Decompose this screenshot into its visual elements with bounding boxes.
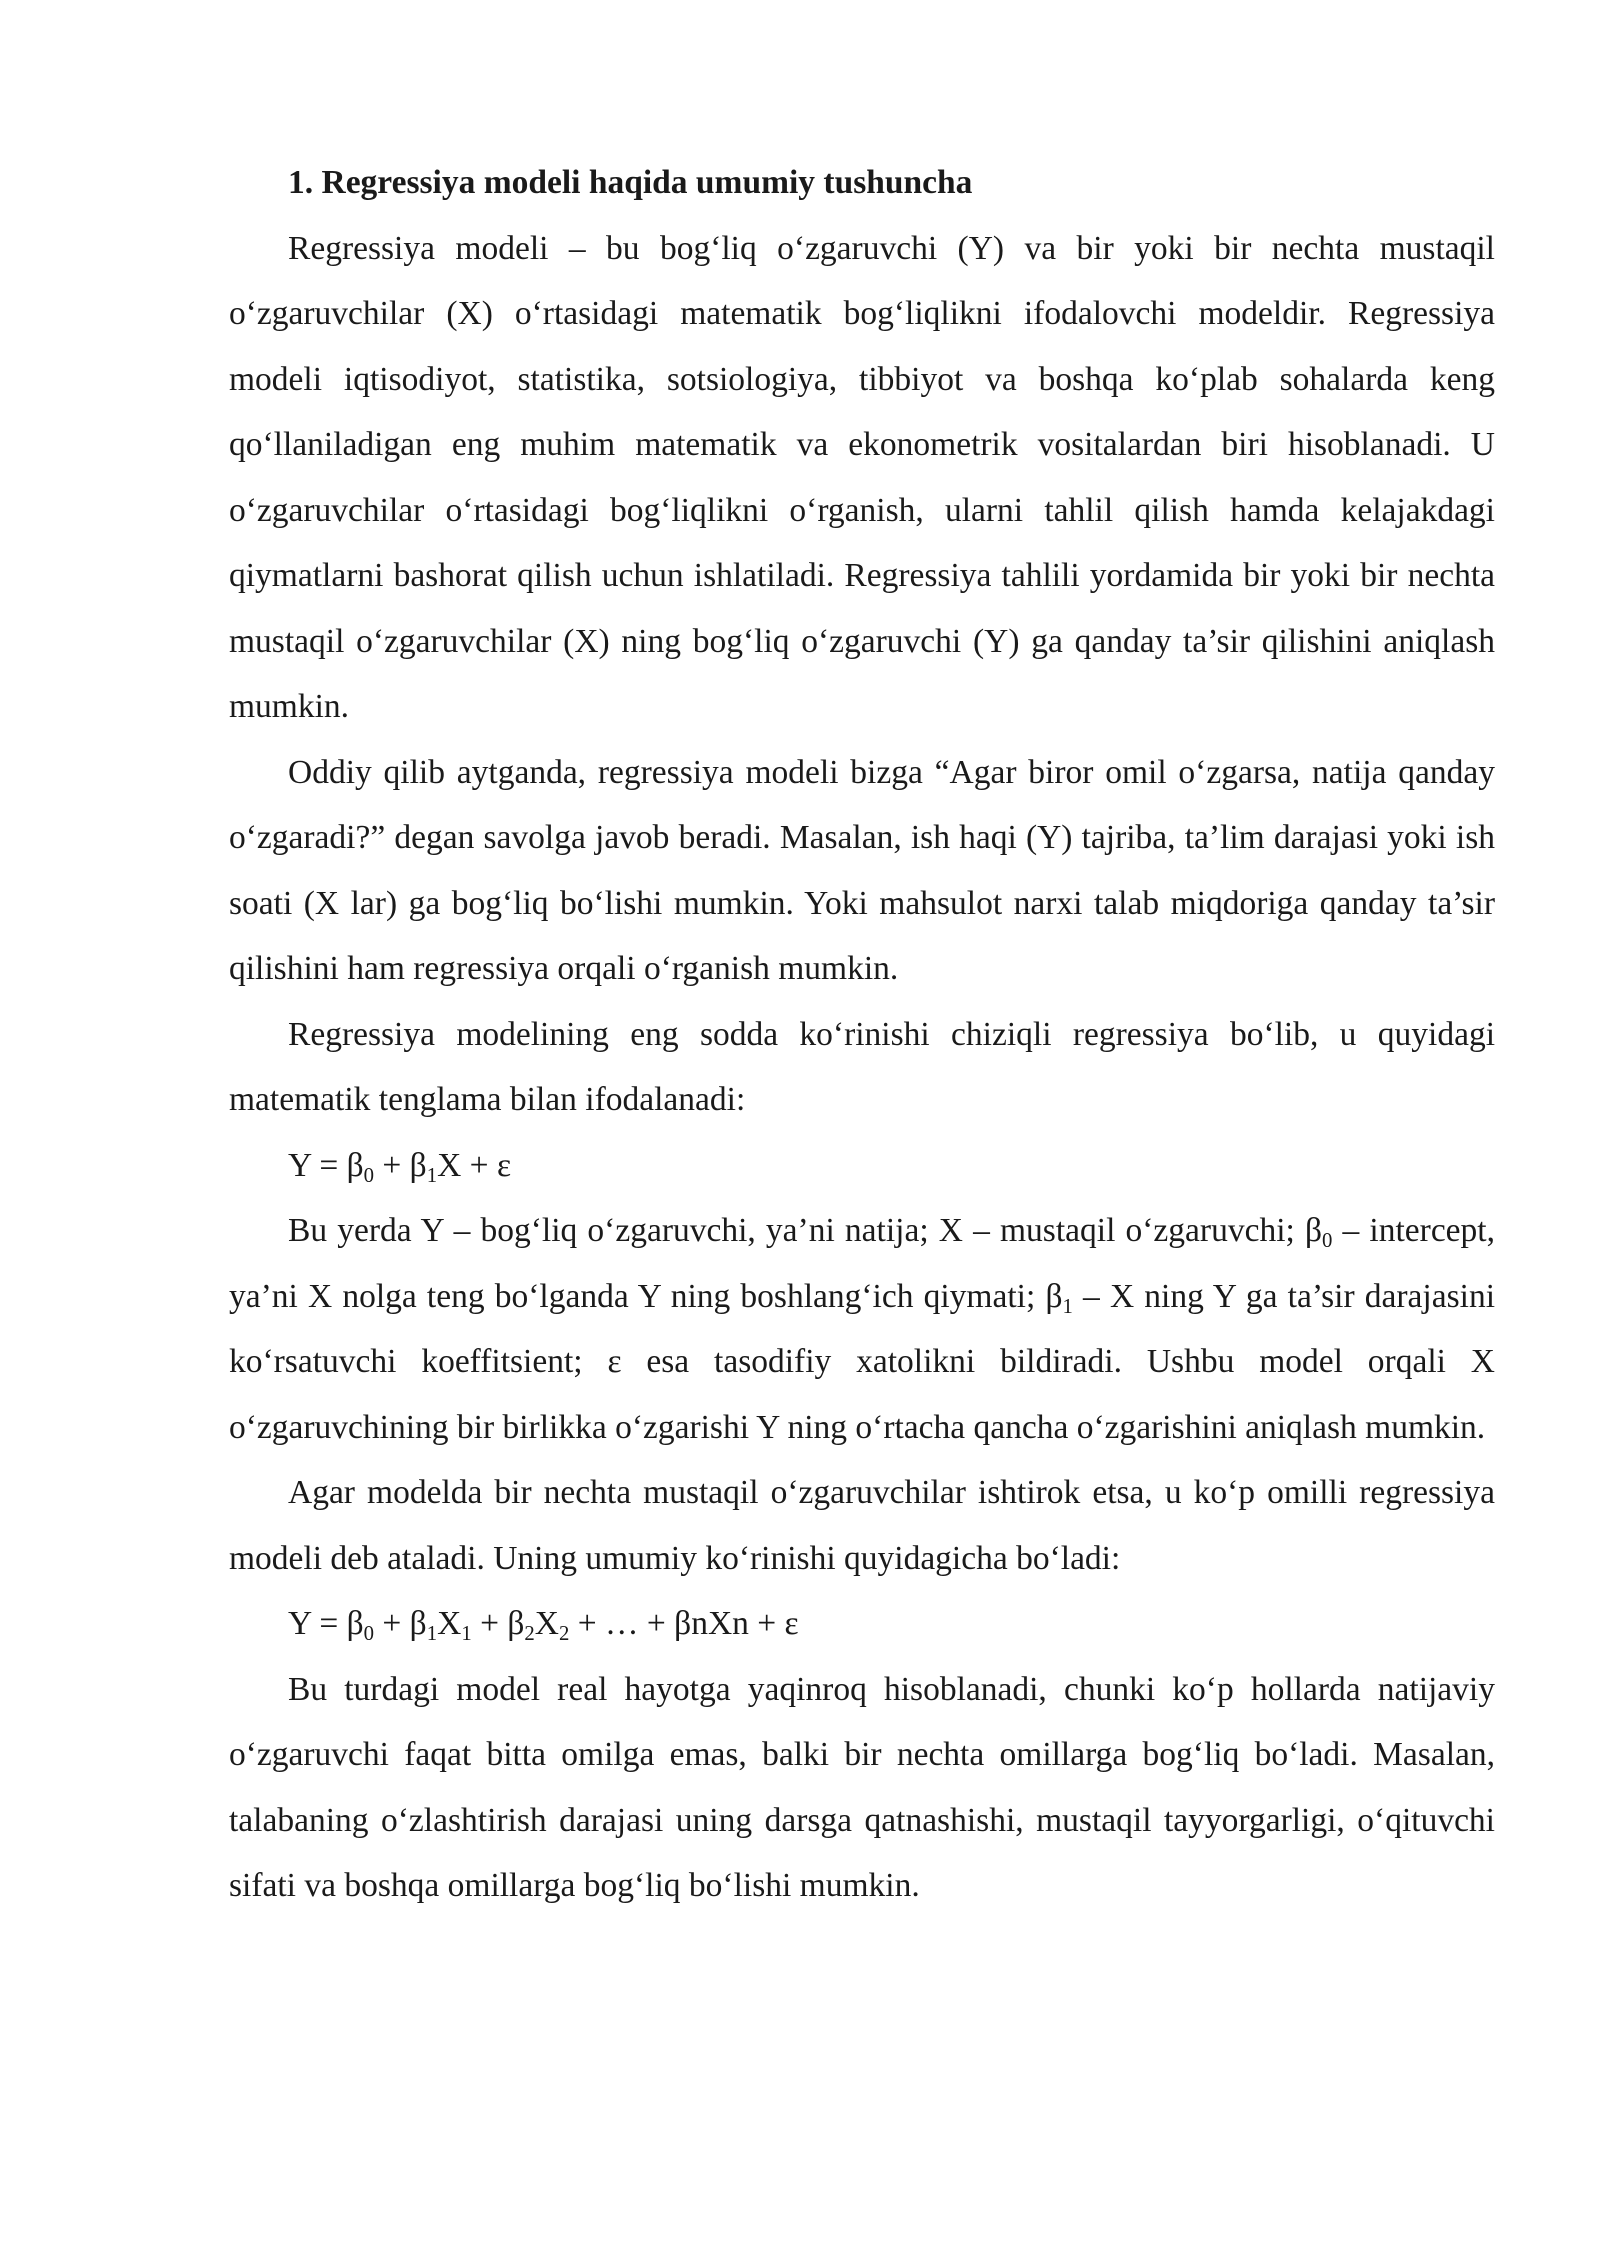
formula-part: X + ε <box>437 1146 512 1184</box>
formula-subscript: 0 <box>363 1621 375 1645</box>
paragraph-definition: Regressiya modeli – bu bog‘liq o‘zgaruvchi (Y) va bir yoki bir nechta mustaqil o‘zgaruvchilar (X) o‘rtasidagi matematik bog‘liqlikni ifodalovchi modeldir. Regressiya modeli iqtisodiyot, statistika, sotsiologiya, tibbiyot va boshqa ko‘plab sohalarda keng qo‘llaniladigan eng muhim matematik va ekonometrik vositalardan biri hisoblanadi. U o‘zgaruvchilar o‘rtasidagi bog‘liqlikni o‘rganish, ularni tahlil qilish hamda kelajakdagi qiymatlarni bashorat qilish uchun ishlatiladi. Regressiya tahlili yordamida bir yoki bir nechta mustaqil o‘zgaruvchilar (X) ning bog‘liq o‘zgaruvchi (Y) ga qanday ta’sir qilishini aniqlash mumkin. <box>229 229 1495 725</box>
paragraph-real-life: Bu turdagi model real hayotga yaqinroq hisoblanadi, chunki ko‘p hollarda natijaviy o‘zgaruvchi faqat bitta omilga emas, balki bir nechta omillarga bog‘liq bo‘ladi. Masalan, talabaning o‘zlashtirish darajasi uning darsga qatnashishi, mustaqil tayyorgarligi, o‘qituvchi sifati va boshqa omillarga bog‘liq bo‘lishi mumkin. <box>229 1670 1495 1904</box>
document-page <box>229 150 1495 1919</box>
paragraph-formula-explanation <box>229 1198 1495 1460</box>
formula-multiple-regression <box>229 1591 1495 1657</box>
text-subscript: 1 <box>1062 1294 1073 1318</box>
formula-part: Y = β <box>288 1605 364 1642</box>
formula-simple-regression <box>229 1133 1495 1199</box>
formula-subscript: 2 <box>524 1621 535 1645</box>
formula-part: X <box>437 1605 462 1642</box>
text-run: – X ning Y ga ta’sir darajasini ko‘rsatuvchi koeffitsient; ε esa tasodifiy xatolikni bildiradi. Ushbu model orqali X o‘zgaruvchining bir birlikka o‘zgarishi Y ning o‘rtacha qancha o‘zgarishini aniqlash mumkin. <box>229 1277 1496 1446</box>
section-heading: 1. Regressiya modeli haqida umumiy tushuncha <box>288 164 973 201</box>
formula-part: + β <box>374 1605 427 1642</box>
text-run: – intercept, ya’ni X nolga teng bo‘lganda Y ning boshlang‘ich qiymati; β <box>229 1212 1495 1315</box>
formula-part: + β <box>471 1605 525 1642</box>
text-run: Bu yerda Y – bog‘liq o‘zgaruvchi, ya’ni natija; X – mustaqil o‘zgaruvchi; β <box>288 1212 1322 1249</box>
formula-subscript: 0 <box>363 1163 375 1187</box>
text-subscript: 0 <box>1322 1228 1333 1252</box>
formula-part: + … + βnXn + ε <box>569 1605 799 1642</box>
paragraph-simple-explanation: Oddiy qilib aytganda, regressiya modeli bizga “Agar biror omil o‘zgarsa, natija qanday o‘zgaradi?” degan savolga javob beradi. Masalan, ish haqi (Y) tajriba, ta’lim darajasi yoki ish soati (X lar) ga bog‘liq bo‘lishi mumkin. Yoki mahsulot narxi talab miqdoriga qanday ta’sir qilishini ham regressiya orqali o‘rganish mumkin. <box>229 753 1495 987</box>
formula-subscript: 2 <box>558 1621 570 1645</box>
formula-part: X <box>534 1605 559 1642</box>
formula-subscript: 1 <box>461 1621 472 1645</box>
formula-subscript: 1 <box>426 1163 438 1187</box>
formula-subscript: 1 <box>426 1621 438 1645</box>
paragraph-linear-intro: Regressiya modelining eng sodda ko‘rinishi chiziqli regressiya bo‘lib, u quyidagi matematik tenglama bilan ifodalanadi: <box>229 1015 1495 1118</box>
paragraph-multiple-intro: Agar modelda bir nechta mustaqil o‘zgaruvchilar ishtirok etsa, u ko‘p omilli regressiya modeli deb ataladi. Uning umumiy ko‘rinishi quyidagicha bo‘ladi: <box>229 1474 1495 1577</box>
formula-part: Y = β <box>288 1146 364 1184</box>
formula-part: + β <box>374 1146 427 1184</box>
